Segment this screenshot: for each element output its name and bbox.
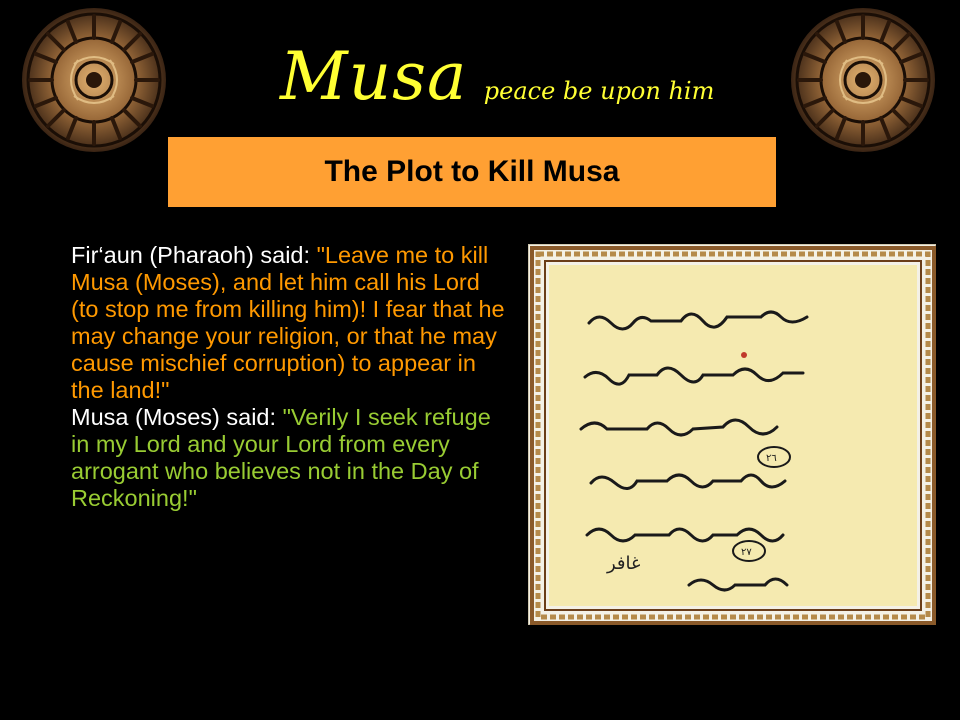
narrative-text [71,242,511,512]
banner-text: The Plot to Kill Musa [324,155,620,188]
calligraphy-medallion-right-icon [787,4,939,156]
section-banner [168,137,776,207]
musa-intro: Musa (Moses) said: [71,404,283,430]
musa-paragraph [71,404,511,512]
pharaoh-quote: "Leave me to kill Musa (Moses), and let him call his Lord (to stop me from killing him)! I fear that he may change your religion, or that he may cause mischief corruption) to appear in the land!" [71,242,505,403]
musa-quote: "Verily I seek refuge in my Lord and your Lord from every arrogant who believes not in the Day of Reckoning!" [71,404,491,511]
pharaoh-paragraph [71,242,511,404]
title-main: Musa [280,38,468,115]
surah-name-label: غافر [607,553,641,574]
title-subtitle: peace be upon him [483,77,715,105]
svg-text:٢٧: ٢٧ [741,547,752,558]
quran-verse-image [528,244,936,625]
slide-title [280,38,714,115]
pharaoh-intro: Fir‘aun (Pharaoh) said: [71,242,317,268]
svg-text:٢٦: ٢٦ [766,453,777,464]
ornamental-border-icon [529,245,937,626]
calligraphy-medallion-left-icon [18,4,170,156]
